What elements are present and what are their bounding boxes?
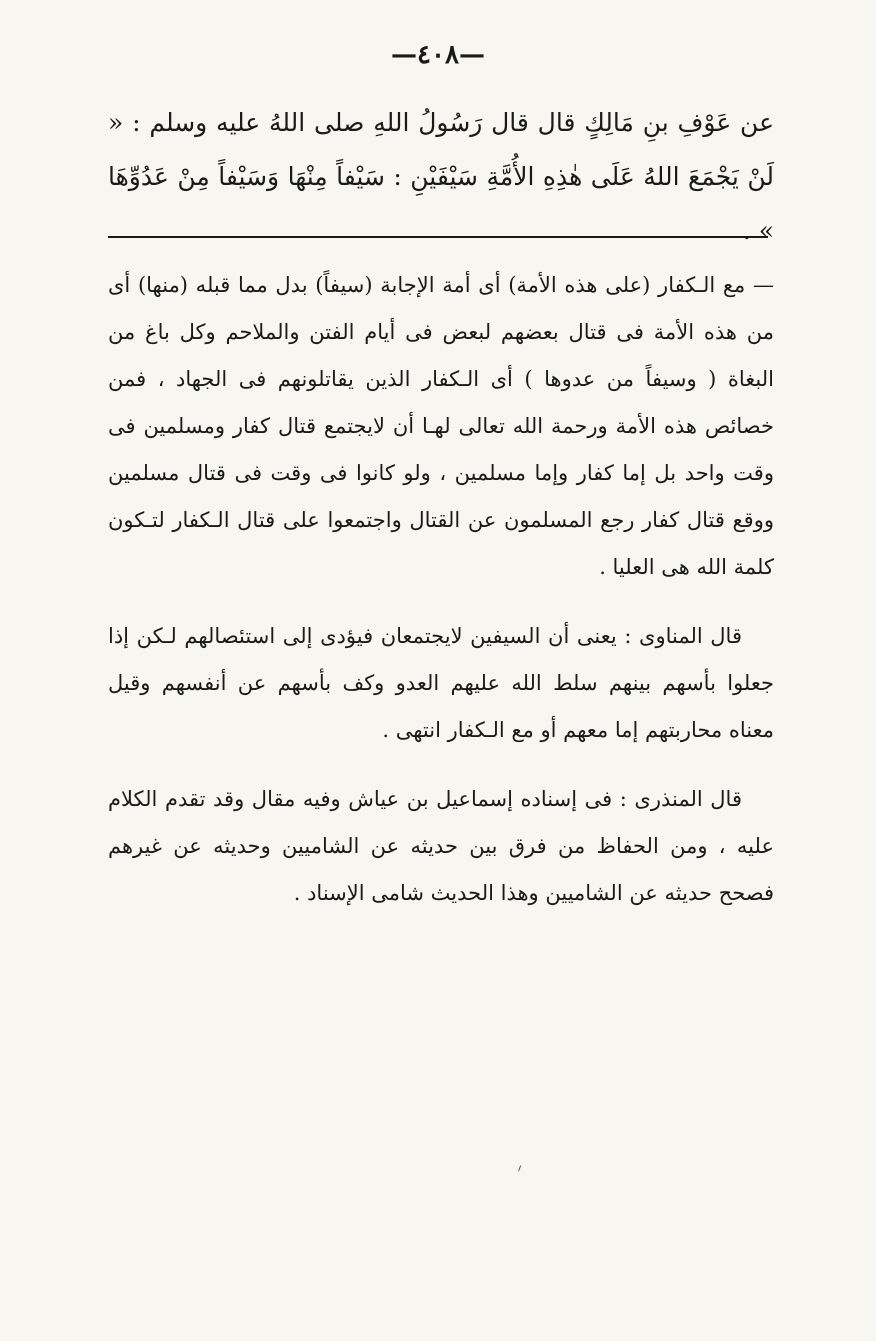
commentary-section (108, 262, 774, 939)
page-number: —٤٠٨— (391, 40, 485, 70)
hadith-text: عن عَوْفِ بنِ مَالِكٍ قال قال رَسُولُ اللهِ صلى اللهُ عليه وسلم : « لَنْ يَجْمَعَ اللهُ عَلَى هٰذِهِ الأُمَّةِ سَيْفَيْنِ : سَيْفاً مِنْهَا وَسَيْفاً مِنْ عَدُوِّهَا » . (108, 108, 774, 245)
commentary-paragraph-2: قال المناوى : يعنى أن السيفين لايجتمعان فيؤدى إلى استئصالهم لـكن إذا جعلوا بأسهم بينهم سلط الله عليهم العدو وكف بأسهم عن أنفسهم وقيل معناه محاربتهم إما معهم أو مع الـكفار انتهى . (108, 624, 774, 742)
stray-ink-mark (518, 1165, 525, 1172)
commentary-paragraph-1: — مع الـكفار (على هذه الأمة) أى أمة الإجابة (سيفاً) بدل مما قبله (منها) أى من هذه الأمة فى قتال بعضهم لبعض فى أيام الفتن والملاحم وكل باغ من البغاة ( وسيفاً من عدوها ) أى الـكفار الذين يقاتلونهم فى الجهاد ، فمن خصائص هذه الأمة ورحمة الله تعالى لهـا أن لايجتمع قتال كفار ومسلمين فى وقت واحد بل إما كفار وإما مسلمين ، ولو كانوا فى وقت فى قتال مسلمين ووقع قتال كفار رجع المسلمون عن القتال واجتمعوا على قتال الـكفار لتـكون كلمة الله هى العليا . (108, 273, 774, 579)
footnote-divider (108, 236, 768, 238)
commentary-paragraph-3: قال المنذرى : فى إسناده إسماعيل بن عياش وفيه مقال وقد تقدم الكلام عليه ، ومن الحفاظ من فرق بين حديثه عن الشاميين وحديثه عن غيرهم فصحح حديثه عن الشاميين وهذا الحديث شامى الإسناد . (108, 787, 774, 905)
